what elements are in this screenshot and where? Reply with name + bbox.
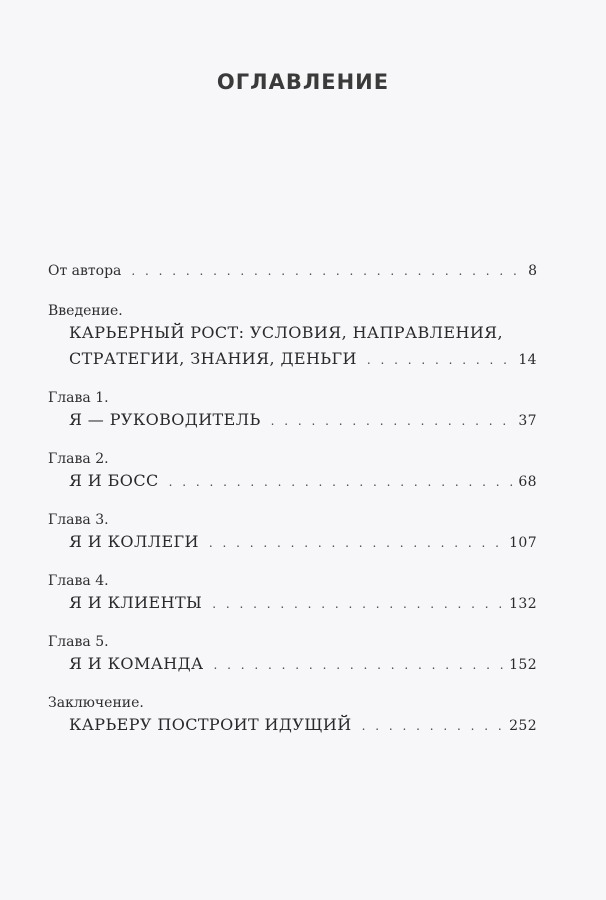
dot-leader xyxy=(209,530,505,556)
toc-page-number: 152 xyxy=(509,657,537,673)
toc-page-number: 107 xyxy=(509,535,537,551)
toc-entry-chapter-2 xyxy=(48,450,537,495)
toc-entry-heading-row xyxy=(48,346,537,373)
toc-entry-heading: КАРЬЕРНЫЙ РОСТ: УСЛОВИЯ, НАПРАВЛЕНИЯ, xyxy=(69,323,503,342)
toc-entry-label: Глава 1. xyxy=(48,390,109,406)
toc-entry-heading-row xyxy=(48,407,537,434)
toc-entry-heading-row xyxy=(48,468,537,495)
toc-entry-chapter-3 xyxy=(48,511,537,556)
page-title: ОГЛАВЛЕНИЕ xyxy=(216,70,390,94)
toc-entry-chapter-1 xyxy=(48,389,537,434)
toc-entry-chapter-4 xyxy=(48,572,537,617)
toc-entry-heading: КАРЬЕРУ ПОСТРОИТ ИДУЩИЙ xyxy=(69,715,352,734)
toc-entry-heading: Я И КЛИЕНТЫ xyxy=(69,593,203,612)
dot-leader xyxy=(367,347,515,373)
toc-entry-heading-row xyxy=(48,712,537,739)
toc-entry-label: Введение. xyxy=(48,303,123,319)
toc-entry-heading: СТРАТЕГИИ, ЗНАНИЯ, ДЕНЬГИ xyxy=(69,349,357,368)
toc-entry-heading-row xyxy=(48,590,537,617)
dot-leader xyxy=(362,713,505,739)
toc-page-number: 68 xyxy=(518,474,537,490)
toc-entry-foreword xyxy=(48,262,537,280)
toc-entry-label: Заключение. xyxy=(48,695,144,711)
toc-entry-label: Глава 4. xyxy=(48,573,109,589)
toc-entry-heading: Я И БОСС xyxy=(69,471,159,490)
dot-leader xyxy=(214,652,506,678)
table-of-contents xyxy=(48,262,537,755)
toc-entry-heading: Я — РУКОВОДИТЕЛЬ xyxy=(69,410,261,429)
toc-page-number: 8 xyxy=(528,263,537,279)
toc-entry-chapter-5 xyxy=(48,633,537,678)
dot-leader xyxy=(212,591,505,617)
toc-page-number: 252 xyxy=(509,718,537,734)
toc-entry-label: От автора xyxy=(48,263,122,279)
toc-page-number: 132 xyxy=(509,596,537,612)
dot-leader xyxy=(131,264,524,278)
toc-entry-heading: Я И КОЛЛЕГИ xyxy=(69,532,199,551)
toc-entry-introduction xyxy=(48,302,537,373)
toc-entry-heading: Я И КОМАНДА xyxy=(69,654,204,673)
toc-entry-label: Глава 2. xyxy=(48,451,109,467)
dot-leader xyxy=(271,408,515,434)
toc-entry-label: Глава 5. xyxy=(48,634,109,650)
dot-leader xyxy=(169,469,515,495)
toc-entry-heading-row xyxy=(48,529,537,556)
toc-entry-label: Глава 3. xyxy=(48,512,109,528)
toc-page-number: 14 xyxy=(518,352,537,368)
toc-entry-heading-row xyxy=(48,651,537,678)
toc-entry-conclusion xyxy=(48,694,537,739)
toc-page-number: 37 xyxy=(518,413,537,429)
